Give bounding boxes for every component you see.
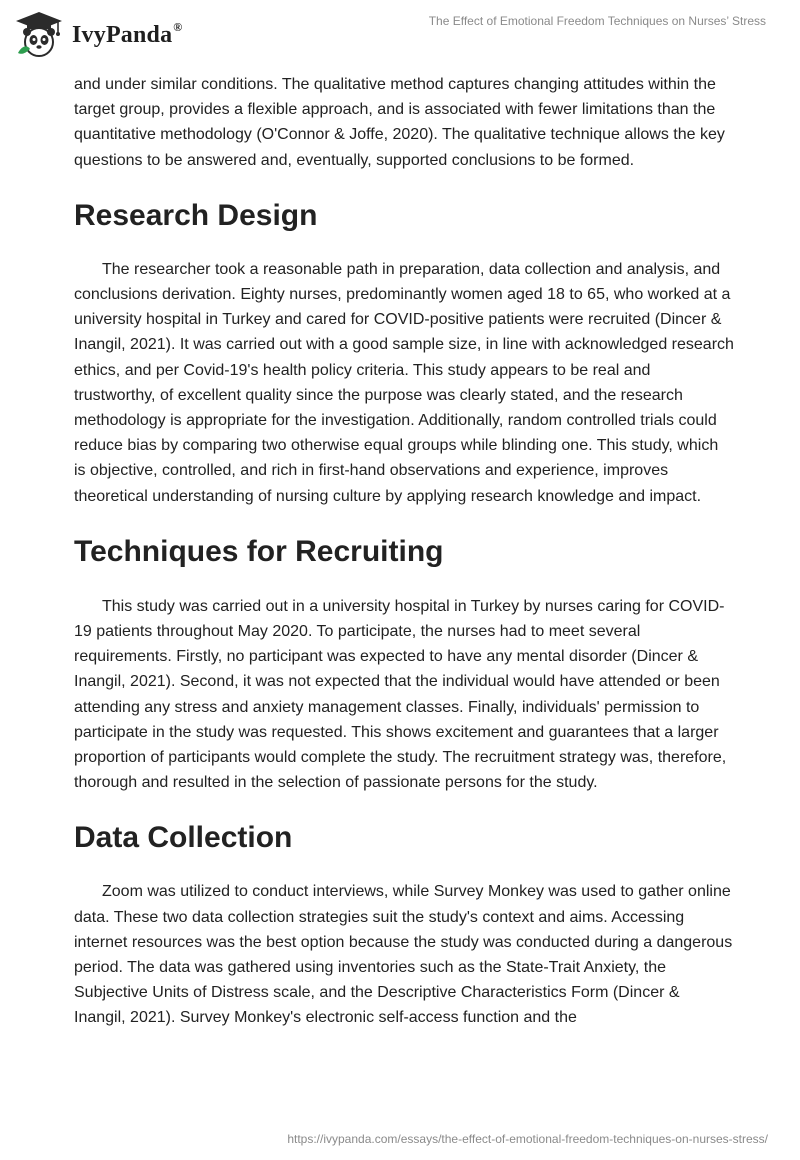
essay-content [74,70,734,1031]
research-design-paragraph: The researcher took a reasonable path in preparation, data collection and analysis, and conclusions derivation. Eighty nurses, predominantly women aged 18 to 65, who worked at a university hospital in Turkey and cared for COVID-positive patients were recruited (Dincer & Inangil, 2021). It was carried out with a good sample size, in line with acknowledged research ethics, and per Covid-19's health policy criteria. This study appears to be real and trustworthy, of excellent quality since the purpose was clearly stated, and the research methodology is appropriate for the investigation. Additionally, random controlled trials could reduce bias by comparing two otherwise equal groups while blinding one. This study, which is objective, controlled, and rich in first-hand observations and experience, improves theoretical understanding of nursing culture by applying research knowledge and impact. [74,260,734,505]
page-header [0,0,800,70]
section-heading-techniques-for-recruiting: Techniques for Recruiting [74,534,444,568]
section-heading-research-design: Research Design [74,198,318,232]
document-title: The Effect of Emotional Freedom Techniques on Nurses’ Stress [428,14,766,28]
panda-graduate-icon [14,9,64,59]
ivypanda-logo[interactable] [14,9,182,59]
source-url[interactable]: https://ivypanda.com/essays/the-effect-of-emotional-freedom-techniques-on-nurses-stress/ [287,1132,768,1146]
data-collection-paragraph: Zoom was utilized to conduct interviews, while Survey Monkey was used to gather online data. These two data collection strategies suit the study's context and aims. Accessing internet resources was the best option because the study was conducted during a dangerous period. The data was gathered using inventories such as the State-Trait Anxiety, the Subjective Units of Distress scale, and the Descriptive Characteristics Form (Dincer & Inangil, 2021). Survey Monkey's electronic self-access function and the [74,883,733,1027]
recruiting-paragraph: This study was carried out in a university hospital in Turkey by nurses caring for COVID-19 patients throughout May 2020. To participate, the nurses had to meet several requirements. Firstly, no participant was expected to have any mental disorder (Dincer & Inangil, 2021). Second, it was not expected that the individual would have attended or been attending any stress and anxiety management classes. Finally, individuals' permission to participate in the study was requested. This shows excitement and guarantees that a larger proportion of participants would complete the study. The recruitment strategy was, therefore, thorough and resulted in the selection of passionate persons for the study. [74,597,727,792]
logo-wordmark: IvyPanda® [72,19,183,48]
intro-paragraph: and under similar conditions. The qualitative method captures changing attitudes within the target group, provides a flexible approach, and is associated with fewer limitations than the quantitative methodology (O'Connor & Joffe, 2020). The qualitative technique allows the key questions to be answered and, eventually, supported conclusions to be formed. [74,76,725,169]
section-heading-data-collection: Data Collection [74,821,293,855]
